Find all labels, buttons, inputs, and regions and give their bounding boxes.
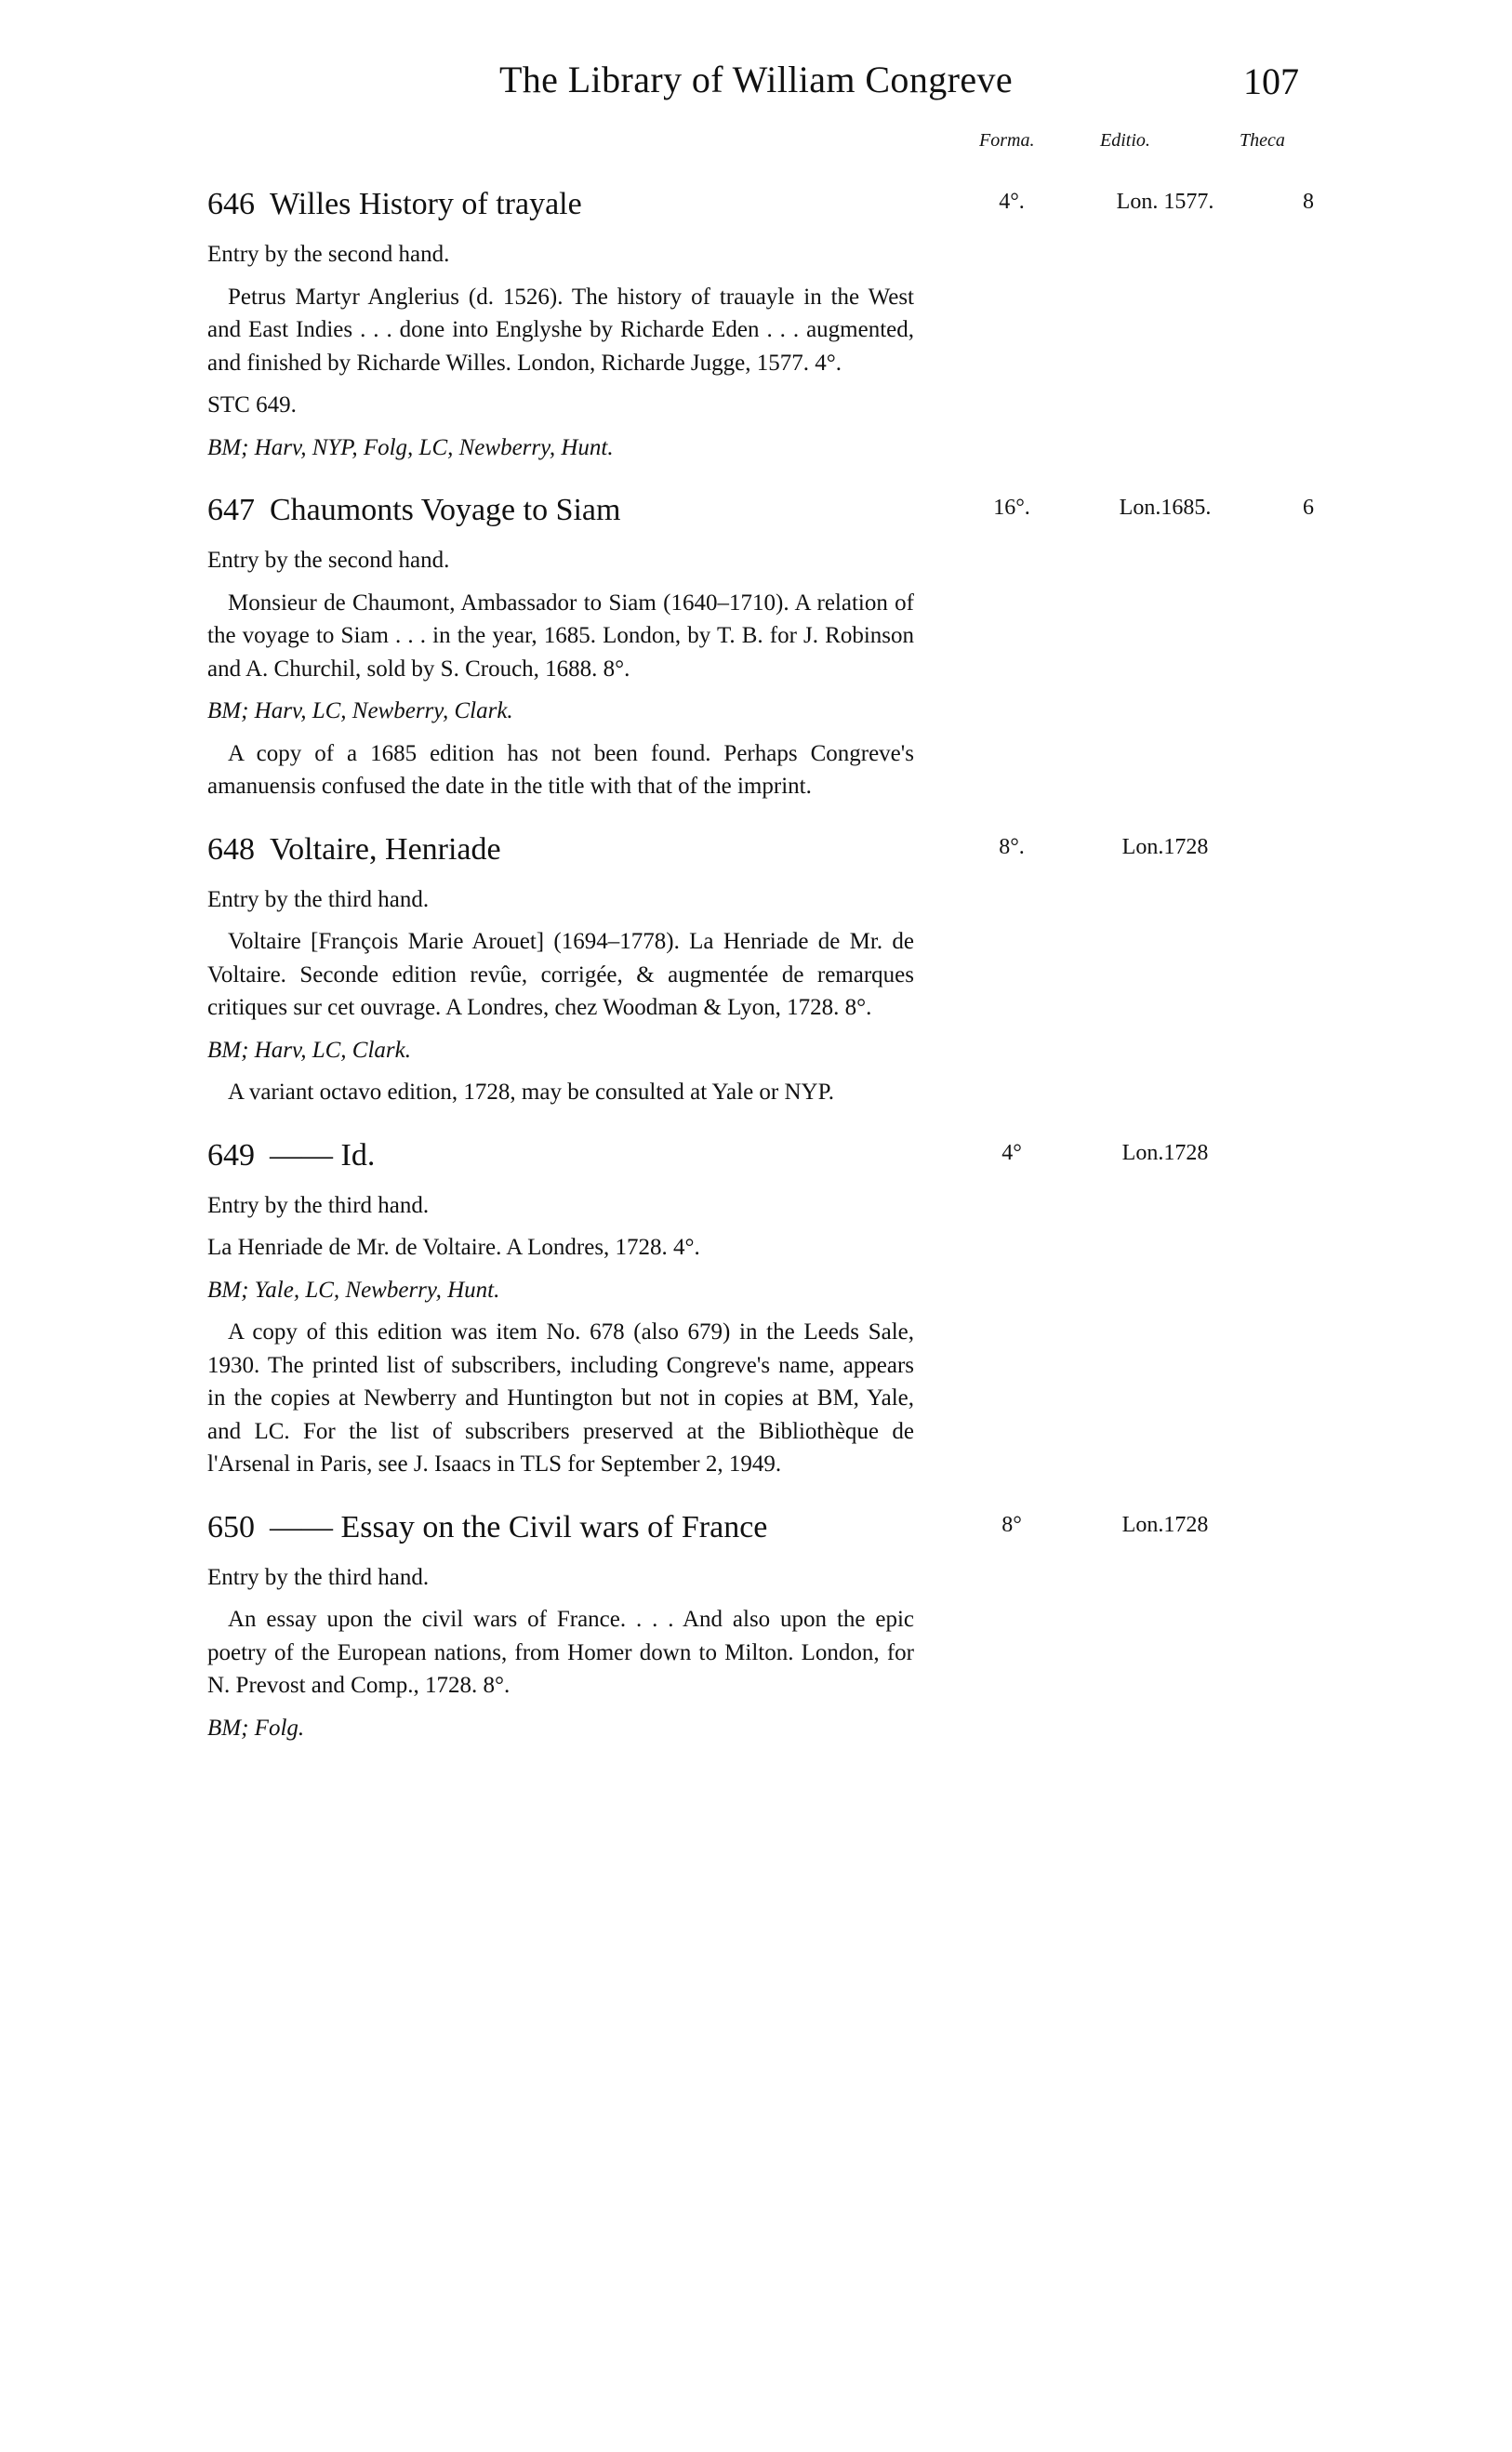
entry-theca: 6 (1303, 496, 1314, 520)
catalog-entry (207, 1509, 1305, 1745)
entry-header (207, 1509, 1305, 1552)
page-number: 107 (1243, 60, 1299, 102)
entry-list (207, 186, 1314, 1744)
entry-line: Monsieur de Chaumont, Ambassador to Siam (1640–1710). A relation of the voyage to Siam . . . in the year, 1685. London, by T. B. for J. Robinson and A. Churchil, sold by S. Crouch, 1688. 8°. (207, 590, 914, 682)
page-title: The Library of William Congreve (498, 59, 1014, 100)
entry-line: BM; Yale, LC, Newberry, Hunt. (207, 1277, 500, 1303)
entry-forma: 4°. (999, 190, 1025, 214)
entry-line: Petrus Martyr Anglerius (d. 1526). The history of trauayle in the West and East Indies . . . done into Englyshe by Richarde Eden . . . augmented, and finished by Richarde Willes. London, Richarde Jugge, 1577. 4°. (207, 284, 914, 376)
entry-number: 649 (207, 1137, 255, 1173)
column-heading-forma: Forma. (979, 130, 1035, 151)
catalog-entry (207, 831, 1305, 1109)
entry-forma: 8°. (999, 834, 1025, 859)
entry-forma: 16°. (993, 496, 1030, 520)
catalog-entry (207, 1137, 1305, 1481)
entry-title-text: Chaumonts Voyage to Siam (270, 493, 621, 527)
entry-editio: Lon. 1577. (1116, 190, 1214, 214)
entry-line: Entry by the second hand. (207, 548, 450, 573)
entry-line: BM; Harv, NYP, Folg, LC, Newberry, Hunt. (207, 434, 614, 460)
entry-line: A copy of this edition was item No. 678 (also 679) in the Leeds Sale, 1930. The printed list of subscribers, including Congreve's name, appears in the copies at Newberry and Huntington but not in copies at BM, Yale, and LC. For the list of subscribers preserved at the Bibliothèque de l'Arsenal in Paris, see J. Isaacs in TLS for September 2, 1949. (207, 1319, 914, 1477)
entry-line: Entry by the third hand. (207, 886, 430, 912)
entry-header (207, 1137, 1305, 1180)
entry-editio: Lon.1685. (1119, 496, 1212, 520)
column-heading-editio: Editio. (1100, 130, 1150, 151)
entry-line: A variant octavo edition, 1728, may be consulted at Yale or NYP. (228, 1080, 834, 1105)
entry-line: A copy of a 1685 edition has not been found. Perhaps Congreve's amanuensis confused the date in the title with that of the imprint. (207, 740, 914, 799)
entry-forma: 8° (1001, 1512, 1022, 1537)
entry-line: Entry by the third hand. (207, 1192, 430, 1218)
entry-line: BM; Folg. (207, 1715, 305, 1741)
entry-number: 647 (207, 493, 255, 527)
entry-editio: Lon.1728 (1121, 1512, 1209, 1537)
entry-line: STC 649. (207, 392, 297, 418)
entry-number: 648 (207, 831, 255, 867)
entry-editio: Lon.1728 (1121, 834, 1209, 859)
entry-number: 646 (207, 187, 255, 221)
entry-line: Entry by the second hand. (207, 242, 450, 267)
catalog-entry (207, 186, 1314, 464)
entry-theca: 8 (1303, 190, 1314, 214)
column-heading-theca: Theca (1240, 130, 1285, 151)
column-headings (207, 130, 1305, 158)
entry-line: Entry by the third hand. (207, 1564, 430, 1590)
entry-line: An essay upon the civil wars of France. . . . And also upon the epic poetry of the European nations, from Homer down to Milton. London, for N. Prevost and Comp., 1728. 8°. (207, 1607, 914, 1698)
running-head (207, 58, 1305, 125)
catalog-entry (207, 492, 1314, 803)
entry-title-text: Willes History of trayale (270, 187, 582, 221)
entry-editio: Lon.1728 (1121, 1140, 1209, 1165)
entry-line: Voltaire [François Marie Arouet] (1694–1778). La Henriade de Mr. de Voltaire. Seconde edition revûe, corrigée, & augmentée de remarques critiques sur cet ouvrage. A Londres, chez Woodman & Lyon, 1728. 8°. (207, 929, 914, 1020)
page-content (207, 0, 1314, 1744)
entry-title-text: —— Id. (270, 1137, 376, 1173)
entry-line: La Henriade de Mr. de Voltaire. A Londres, 1728. 4°. (207, 1235, 700, 1260)
entry-forma: 4° (1001, 1140, 1022, 1165)
entry-title-text: —— Essay on the Civil wars of France (270, 1509, 768, 1544)
entry-line: BM; Harv, LC, Newberry, Clark. (207, 698, 513, 723)
entry-header (207, 492, 1314, 535)
entry-header (207, 186, 1314, 229)
entry-header (207, 831, 1305, 874)
entry-line: BM; Harv, LC, Clark. (207, 1037, 411, 1063)
entry-number: 650 (207, 1509, 255, 1544)
entry-title-text: Voltaire, Henriade (270, 831, 501, 867)
